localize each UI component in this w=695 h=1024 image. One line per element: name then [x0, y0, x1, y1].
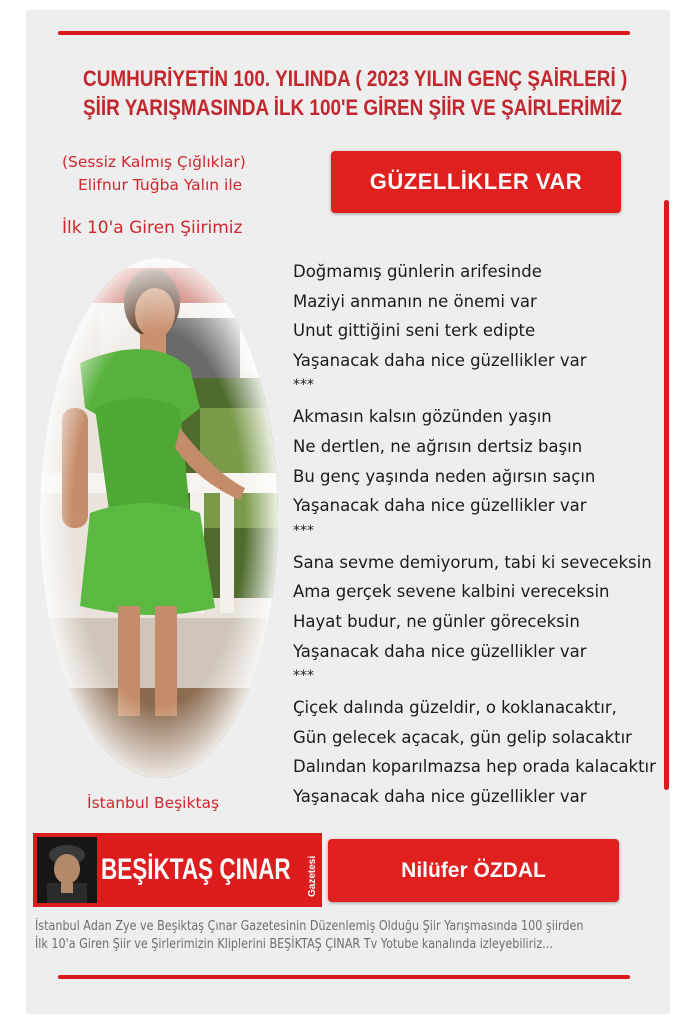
- top-divider: [58, 31, 630, 35]
- poem-line: Hayat budur, ne günler göreceksin: [293, 611, 580, 631]
- poem-line: Ne dertlen, ne ağrısın dertsiz başın: [293, 436, 583, 456]
- poet-photo-illustration: [40, 258, 278, 778]
- author-line: Elifnur Tuğba Yalın ile: [78, 176, 243, 194]
- poet-name-badge: Nilüfer ÖZDAL: [328, 839, 619, 902]
- footer-note: [35, 918, 584, 954]
- poem-line: Çiçek dalında güzeldir, o koklanacaktır,: [293, 698, 617, 718]
- bottom-divider: [58, 975, 630, 979]
- poem-line: Sana sevme demiyorum, tabi ki seveceksin: [293, 552, 652, 572]
- headline-line-1: CUMHURİYETİN 100. YILINDA ( 2023 YILIN GENÇ ŞAİRLERİ ): [83, 66, 628, 91]
- collection-title: (Sessiz Kalmış Çığlıklar): [62, 153, 246, 171]
- poem-title-badge: GÜZELLİKLER VAR: [331, 151, 621, 213]
- poem-line: Doğmamış günlerin arifesinde: [293, 262, 542, 281]
- stanza-separator: ***: [293, 668, 314, 685]
- footer-line-1: İstanbul Adan Zye ve Beşiktaş Çınar Gazetesinin Düzenlemiş Olduğu Şiir Yarışmasında 100 şiirden: [35, 919, 584, 934]
- portrait-icon: [37, 837, 97, 903]
- stanza-separator: ***: [293, 377, 314, 394]
- newspaper-logo: [33, 833, 322, 907]
- footer-line-2: İlk 10'a Giren Şiir ve Şirlerimizin Kliplerini BEŞİKTAŞ ÇINAR Tv Yotube kanalında izleyebiliriz...: [35, 937, 553, 952]
- poem-line: Dalından koparılmazsa hep orada kalacaktır: [293, 757, 656, 777]
- poem-text: [293, 257, 665, 812]
- poem-line: Ama gerçek sevene kalbini vereceksin: [293, 582, 610, 602]
- newspaper-label: Gazetesi: [307, 855, 318, 897]
- poem-line: Akmasın kalsın gözünden yaşın: [293, 407, 552, 427]
- rank-line: İlk 10'a Giren Şiirimiz: [62, 218, 243, 238]
- headline-line-2: ŞİİR YARIŞMASINDA İLK 100'E GİREN ŞİİR VE ŞAİRLERİMİZ: [83, 95, 622, 120]
- poem-line: Yaşanacak daha nice güzellikler var: [293, 496, 587, 516]
- poem-line: Gün gelecek açacak, gün gelip solacaktır: [293, 727, 632, 747]
- poem-line: Unut gittiğini seni terk edipte: [293, 321, 536, 341]
- poem-line: Yaşanacak daha nice güzellikler var: [293, 641, 587, 661]
- location-label: İstanbul Beşiktaş: [87, 794, 220, 812]
- poem-line: Maziyi anmanın ne önemi var: [293, 291, 537, 311]
- stanza-separator: ***: [293, 522, 314, 539]
- poem-line: Bu genç yaşında neden ağırsın saçın: [293, 466, 596, 486]
- page-headline: [83, 64, 628, 122]
- poet-photo: [40, 258, 278, 778]
- poem-line: Yaşanacak daha nice güzellikler var: [293, 786, 587, 806]
- poem-line: Yaşanacak daha nice güzellikler var: [293, 350, 587, 370]
- newspaper-name: BEŞİKTAŞ ÇINAR: [101, 853, 291, 886]
